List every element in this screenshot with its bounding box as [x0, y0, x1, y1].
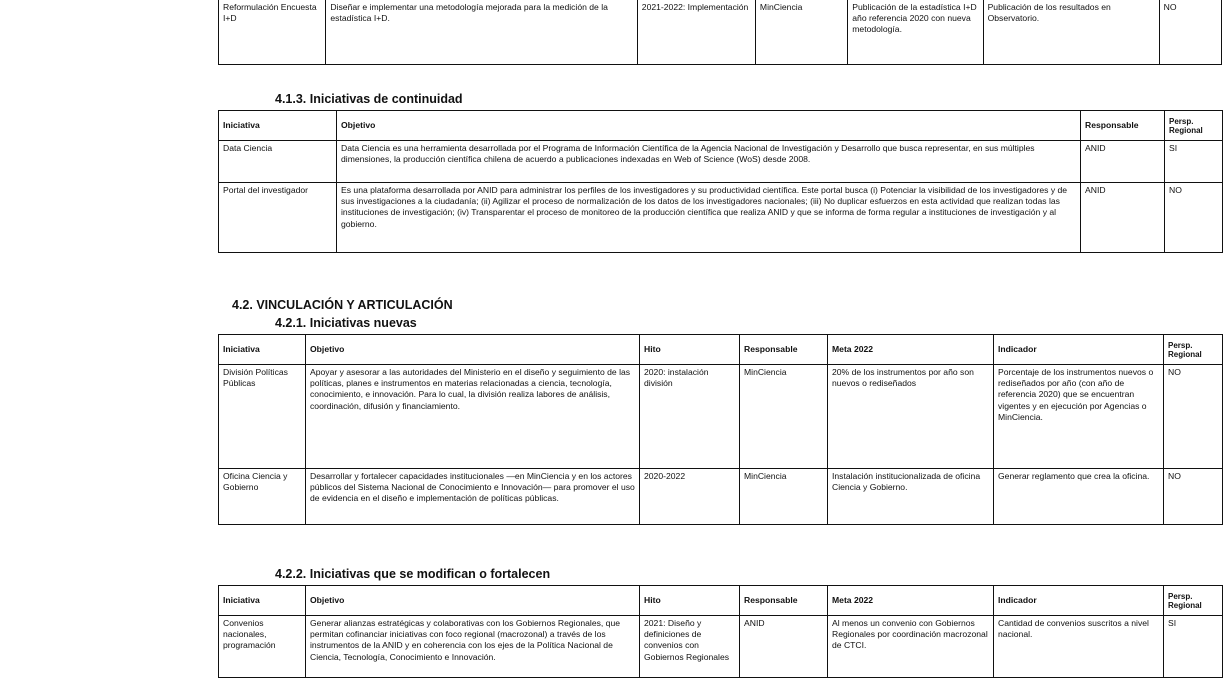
cell-meta: Instalación institucionalizada de oficina Ciencia y Gobierno. — [828, 469, 994, 525]
cell-regional: NO — [1164, 469, 1223, 525]
cell-meta: 20% de los instrumentos por año son nuevos o rediseñados — [828, 365, 994, 469]
cell-objetivo: Es una plataforma desarrollada por ANID para administrar los perfiles de los investigadores y su productividad científica. Este portal busca (i) Potenciar la visibilidad de los investigadores y de sus investigaciones a la ciudadanía; (ii) Agilizar el proceso de normalización de los datos de los investigadores nacionales; (iii) No duplicar esfuerzos en esta actividad que realizan todas las instituciones de investigación; (iv) Transparentar el proceso de monitoreo de la producción científica que realiza ANID y que se informa de forma regular a instituciones de investigación y al gobierno. — [337, 183, 1081, 253]
cell-iniciativa: División Políticas Públicas — [219, 365, 306, 469]
cell-objetivo: Diseñar e implementar una metodología mejorada para la medición de la estadística I+D. — [326, 0, 637, 64]
header-objetivo: Objetivo — [337, 111, 1081, 141]
header-indicador: Indicador — [994, 335, 1164, 365]
cell-indicador: Porcentaje de los instrumentos nuevos o rediseñados por año (con año de referencia 2020) que se encuentran vigentes y en ejecución por Agencias o MinCiencia. — [994, 365, 1164, 469]
table-nuevas — [218, 334, 1223, 525]
cell-objetivo: Apoyar y asesorar a las autoridades del Ministerio en el diseño y seguimiento de las políticas, planes e instrumentos en materias relacionadas a ciencia, tecnología, conocimiento, e innovación. Para lo cual, la división realiza labores de análisis, coordinación, difusión y financiamiento. — [306, 365, 640, 469]
cell-objetivo: Desarrollar y fortalecer capacidades institucionales —en MinCiencia y en los actores públicos del Sistema Nacional de Conocimiento e Innovación— para promover el uso de evidencia en el diseño e implementación de políticas públicas. — [306, 469, 640, 525]
cell-regional: SI — [1164, 616, 1223, 678]
table-row — [219, 469, 1223, 525]
header-meta: Meta 2022 — [828, 335, 994, 365]
section-heading-4-2-2: 4.2.2. Iniciativas que se modifican o fortalecen — [275, 567, 551, 581]
cell-objetivo: Data Ciencia es una herramienta desarrollada por el Programa de Información Científica de la Agencia Nacional de Investigación y Desarrollo que busca representar, en sus múltiples dimensiones, la producción científica chilena de acuerdo a publicaciones indexadas en Web of Science (WoS) desde 2008. — [337, 141, 1081, 183]
cell-responsable: MinCiencia — [755, 0, 847, 64]
cell-regional: NO — [1165, 183, 1223, 253]
cell-hito: 2021-2022: Implementación — [637, 0, 755, 64]
header-responsable: Responsable — [740, 586, 828, 616]
header-persp-regional: Persp. Regional — [1165, 111, 1223, 141]
cell-meta: Publicación de la estadística I+D año referencia 2020 con nueva metodología. — [848, 0, 983, 64]
header-hito: Hito — [640, 335, 740, 365]
cell-responsable: MinCiencia — [740, 469, 828, 525]
header-objetivo: Objetivo — [306, 586, 640, 616]
cell-responsable: ANID — [1081, 141, 1165, 183]
cell-hito: 2021: Diseño y definiciones de convenios con Gobiernos Regionales — [640, 616, 740, 678]
header-responsable: Responsable — [1081, 111, 1165, 141]
cell-responsable: ANID — [740, 616, 828, 678]
table-header-row — [219, 111, 1223, 141]
cell-regional: NO — [1164, 365, 1223, 469]
header-meta: Meta 2022 — [828, 586, 994, 616]
header-hito: Hito — [640, 586, 740, 616]
header-indicador: Indicador — [994, 586, 1164, 616]
section-heading-4-2-1: 4.2.1. Iniciativas nuevas — [275, 316, 417, 330]
table-reformulacion — [218, 0, 1222, 65]
table-row — [219, 141, 1223, 183]
header-persp-regional: Persp. Regional — [1164, 586, 1223, 616]
cell-indicador: Cantidad de convenios suscritos a nivel nacional. — [994, 616, 1164, 678]
cell-responsable: MinCiencia — [740, 365, 828, 469]
table-row — [219, 616, 1223, 678]
table-row — [219, 0, 1222, 64]
header-objetivo: Objetivo — [306, 335, 640, 365]
cell-objetivo: Generar alianzas estratégicas y colaborativas con los Gobiernos Regionales, que permitan cofinanciar iniciativas con foco regional (macrozonal) a través de los instrumentos de la ANID y en coherencia con los ejes de la Política Nacional de Ciencia, Tecnología, Conocimiento e Innovación. — [306, 616, 640, 678]
section-heading-4-1-3: 4.1.3. Iniciativas de continuidad — [275, 92, 463, 106]
table-row — [219, 183, 1223, 253]
cell-hito: 2020-2022 — [640, 469, 740, 525]
cell-regional: NO — [1159, 0, 1221, 64]
table-header-row — [219, 586, 1223, 616]
header-iniciativa: Iniciativa — [219, 111, 337, 141]
header-responsable: Responsable — [740, 335, 828, 365]
cell-iniciativa: Data Ciencia — [219, 141, 337, 183]
header-iniciativa: Iniciativa — [219, 335, 306, 365]
table-modifican — [218, 585, 1223, 678]
table-header-row — [219, 335, 1223, 365]
table-row — [219, 365, 1223, 469]
cell-iniciativa: Convenios nacionales, programación — [219, 616, 306, 678]
cell-indicador: Generar reglamento que crea la oficina. — [994, 469, 1164, 525]
section-heading-4-2: 4.2. VINCULACIÓN Y ARTICULACIÓN — [232, 298, 453, 312]
cell-iniciativa: Portal del investigador — [219, 183, 337, 253]
table-continuidad — [218, 110, 1223, 253]
header-iniciativa: Iniciativa — [219, 586, 306, 616]
cell-responsable: ANID — [1081, 183, 1165, 253]
cell-indicador: Publicación de los resultados en Observatorio. — [983, 0, 1159, 64]
cell-regional: SI — [1165, 141, 1223, 183]
cell-iniciativa: Reformulación Encuesta I+D — [219, 0, 326, 64]
cell-hito: 2020: instalación división — [640, 365, 740, 469]
header-persp-regional: Persp. Regional — [1164, 335, 1223, 365]
cell-meta: Al menos un convenio con Gobiernos Regionales por coordinación macrozonal de CTCI. — [828, 616, 994, 678]
cell-iniciativa: Oficina Ciencia y Gobierno — [219, 469, 306, 525]
